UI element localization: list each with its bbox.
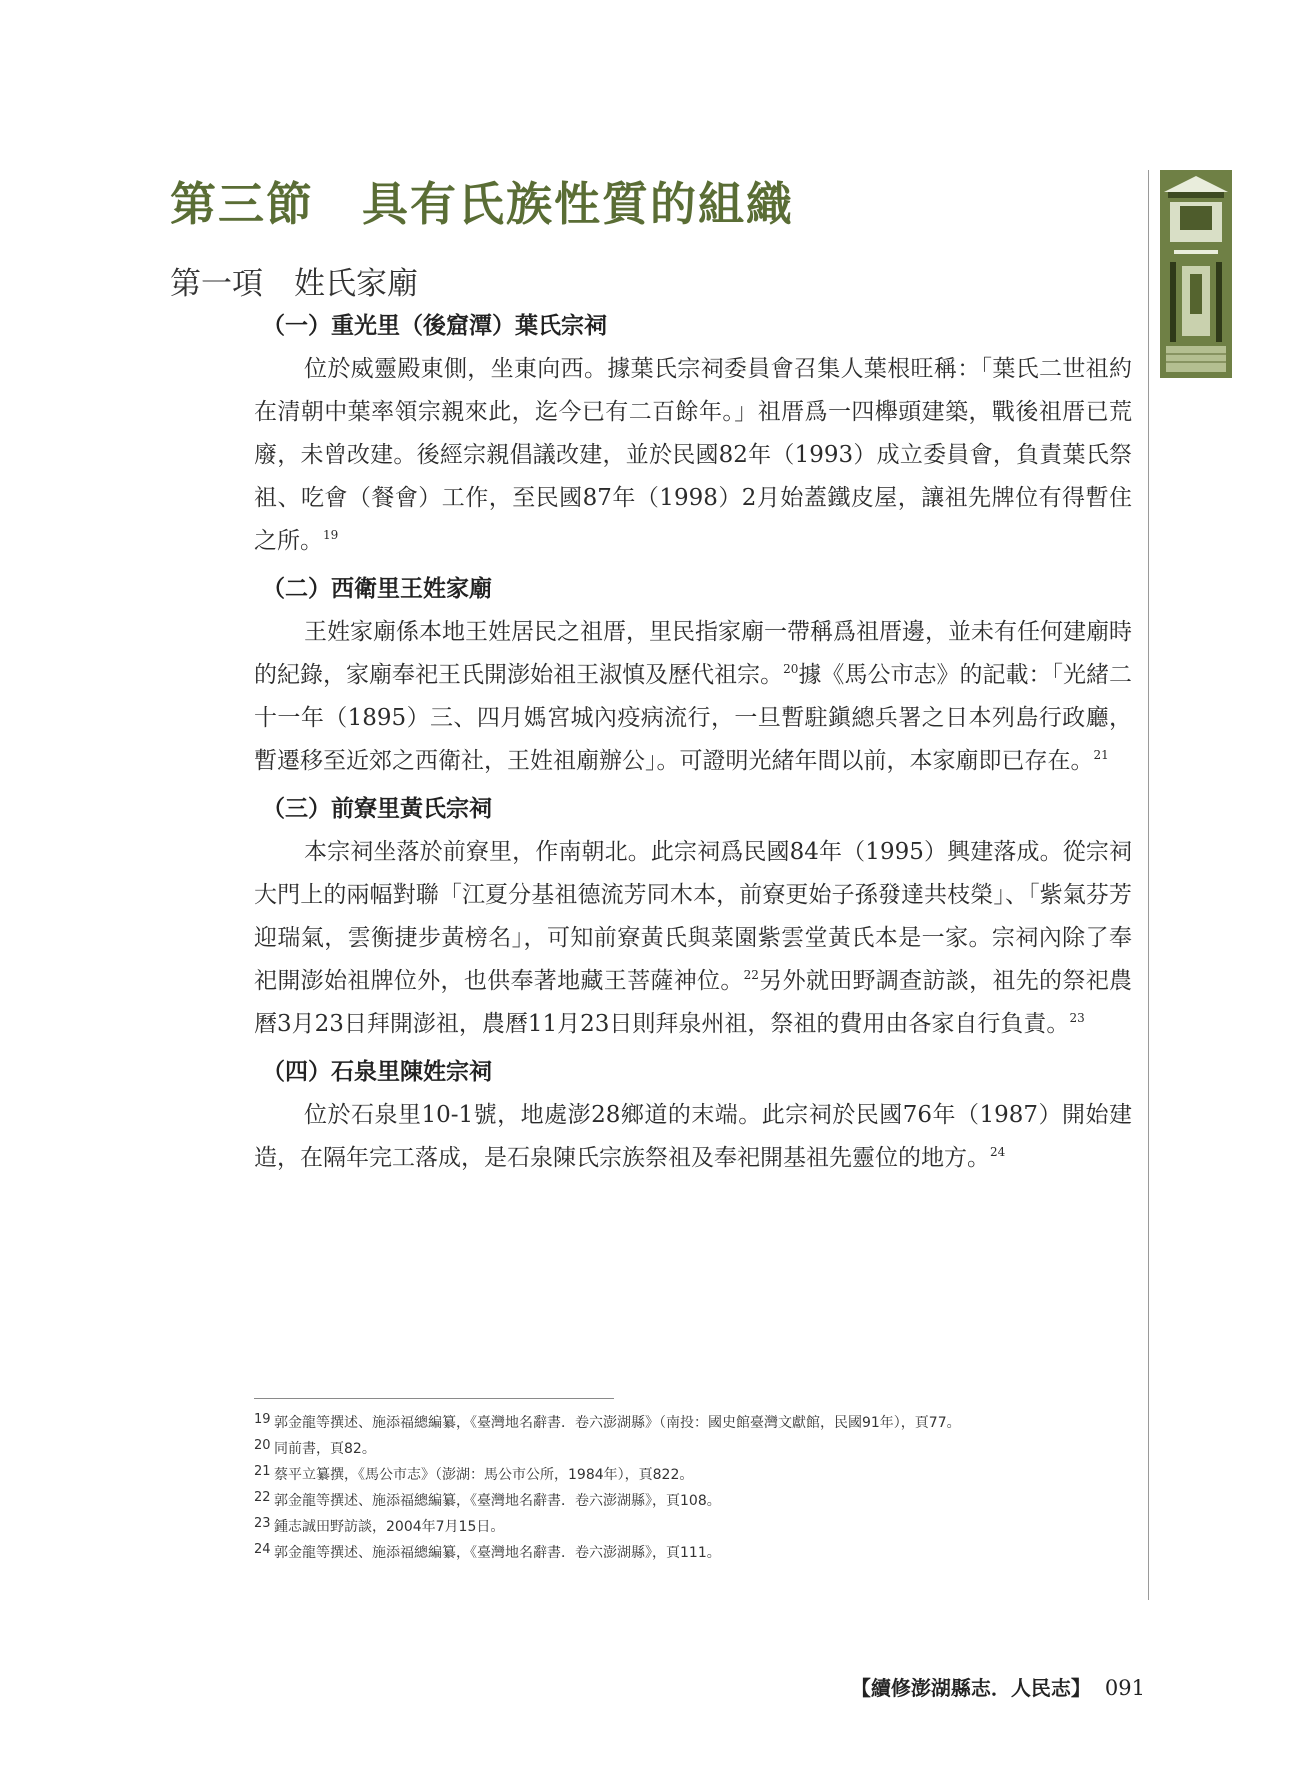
footnote-item xyxy=(254,1488,1134,1514)
footnote-number: 24 xyxy=(254,1542,271,1557)
footnote-text: 蔡平立纂撰，《馬公市志》（澎湖：馬公市公所，1984年），頁822。 xyxy=(274,1467,694,1483)
footnote-number: 22 xyxy=(254,1490,271,1505)
footnote-item xyxy=(254,1514,1134,1540)
entry-paragraph-4: 位於石泉里10-1號，地處澎28鄉道的末端。此宗祠於民國76年（1987）開始建造，在隔年完工落成，是石泉陳氏宗族祭祖及奉祀開基祖先靈位的地方。$^{24}$ xyxy=(254,1102,1132,1171)
book-title: 【續修澎湖縣志．人民志】 xyxy=(850,1676,1091,1700)
main-content xyxy=(254,304,1132,1184)
footnotes xyxy=(254,1410,1134,1566)
footnote-text: 鍾志誠田野訪談，2004年7月15日。 xyxy=(274,1519,505,1535)
footnote-text: 同前書，頁82。 xyxy=(274,1441,376,1457)
footnote-item xyxy=(254,1410,1134,1436)
footnote-ref-19[interactable]: 19 xyxy=(323,528,339,542)
entry-paragraph-1: 位於威靈殿東側，坐東向西。據葉氏宗祠委員會召集人葉根旺稱：「葉氏二世祖約在清朝中葉率領宗親來此，迄今已有二百餘年。」祖厝爲一四櫸頭建築，戰後祖厝已荒廢，未曾改建。後經宗親倡議改建，並於民國82年（1993）成立委員會，負責葉氏祭祖、吃會（餐會）工作，至民國87年（1998）2月始蓋鐵皮屋，讓祖先牌位有得暫住之所。$^{19}$ xyxy=(254,356,1132,554)
footnote-ref-23[interactable]: 23 xyxy=(1069,1011,1085,1025)
entry-heading-1: （一）重光里（後窟潭）葉氏宗祠 xyxy=(262,312,607,339)
footnote-ref-22[interactable]: 22 xyxy=(743,968,759,982)
footnote-ref-21[interactable]: 21 xyxy=(1093,748,1109,762)
footnote-divider xyxy=(254,1398,614,1399)
page-footer xyxy=(851,1672,1145,1701)
footnote-number: 20 xyxy=(254,1438,271,1453)
footnote-item xyxy=(254,1436,1134,1462)
entry-heading-2: （二）西衛里王姓家廟 xyxy=(262,575,492,602)
margin-rule xyxy=(1148,170,1149,1600)
footnote-number: 23 xyxy=(254,1516,271,1531)
entry-heading-3: （三）前寮里黃氏宗祠 xyxy=(262,795,492,822)
chapter-title: 第三節 具有氏族性質的組織 xyxy=(170,177,794,231)
entry-paragraph-3: 本宗祠坐落於前寮里，作南朝北。此宗祠爲民國84年（1995）興建落成。從宗祠大門上的兩幅對聯「江夏分基祖德流芳同木本，前寮更始子孫發達共枝榮」、「紫氣芬芳迎瑞氣，雲衡捷步黃榜名」，可知前寮黃氏與菜園紫雲堂黃氏本是一家。宗祠內除了奉祀開澎始祖牌位外，也供奉著地藏王菩薩神位。$^{22}$另外就田野調查訪談，祖先的祭祀農曆3月23日拜開澎祖，農曆11月23日則拜泉州祖，祭祖的費用由各家自行負責。$^{23}$ xyxy=(254,839,1133,1037)
footnote-text: 郭金龍等撰述、施添福總編纂，《臺灣地名辭書．卷六澎湖縣》，頁111。 xyxy=(274,1545,721,1561)
footnote-ref-24[interactable]: 24 xyxy=(990,1145,1006,1159)
section-title: 第一項 姓氏家廟 xyxy=(170,266,418,302)
page-number: 091 xyxy=(1104,1676,1145,1700)
entry-heading-4: （四）石泉里陳姓宗祠 xyxy=(262,1058,492,1085)
entry-paragraph-2: 王姓家廟係本地王姓居民之祖厝，里民指家廟一帶稱爲祖厝邊，並未有任何建廟時的紀錄，家廟奉祀王氏開澎始祖王淑慎及歷代祖宗。$^{20}$據《馬公市志》的記載：「光緒二十一年（1895）三、四月媽宮城內疫病流行，一旦暫駐鎭總兵署之日本列島行政廳，暫遷移至近郊之西衛社，王姓祖廟辦公」。可證明光緒年間以前，本家廟即已存在。$^{21}$ xyxy=(254,619,1133,774)
footnote-number: 19 xyxy=(254,1412,271,1427)
footnote-number: 21 xyxy=(254,1464,271,1479)
footnote-item xyxy=(254,1462,1134,1488)
footnote-item xyxy=(254,1540,1134,1566)
footnote-ref-20[interactable]: 20 xyxy=(783,662,799,676)
footnote-text: 郭金龍等撰述、施添福總編纂，《臺灣地名辭書．卷六澎湖縣》（南投：國史館臺灣文獻館，民國91年），頁77。 xyxy=(274,1415,961,1431)
temple-photo-image xyxy=(1160,170,1232,378)
footnote-text: 郭金龍等撰述、施添福總編纂，《臺灣地名辭書．卷六澎湖縣》，頁108。 xyxy=(274,1493,721,1509)
